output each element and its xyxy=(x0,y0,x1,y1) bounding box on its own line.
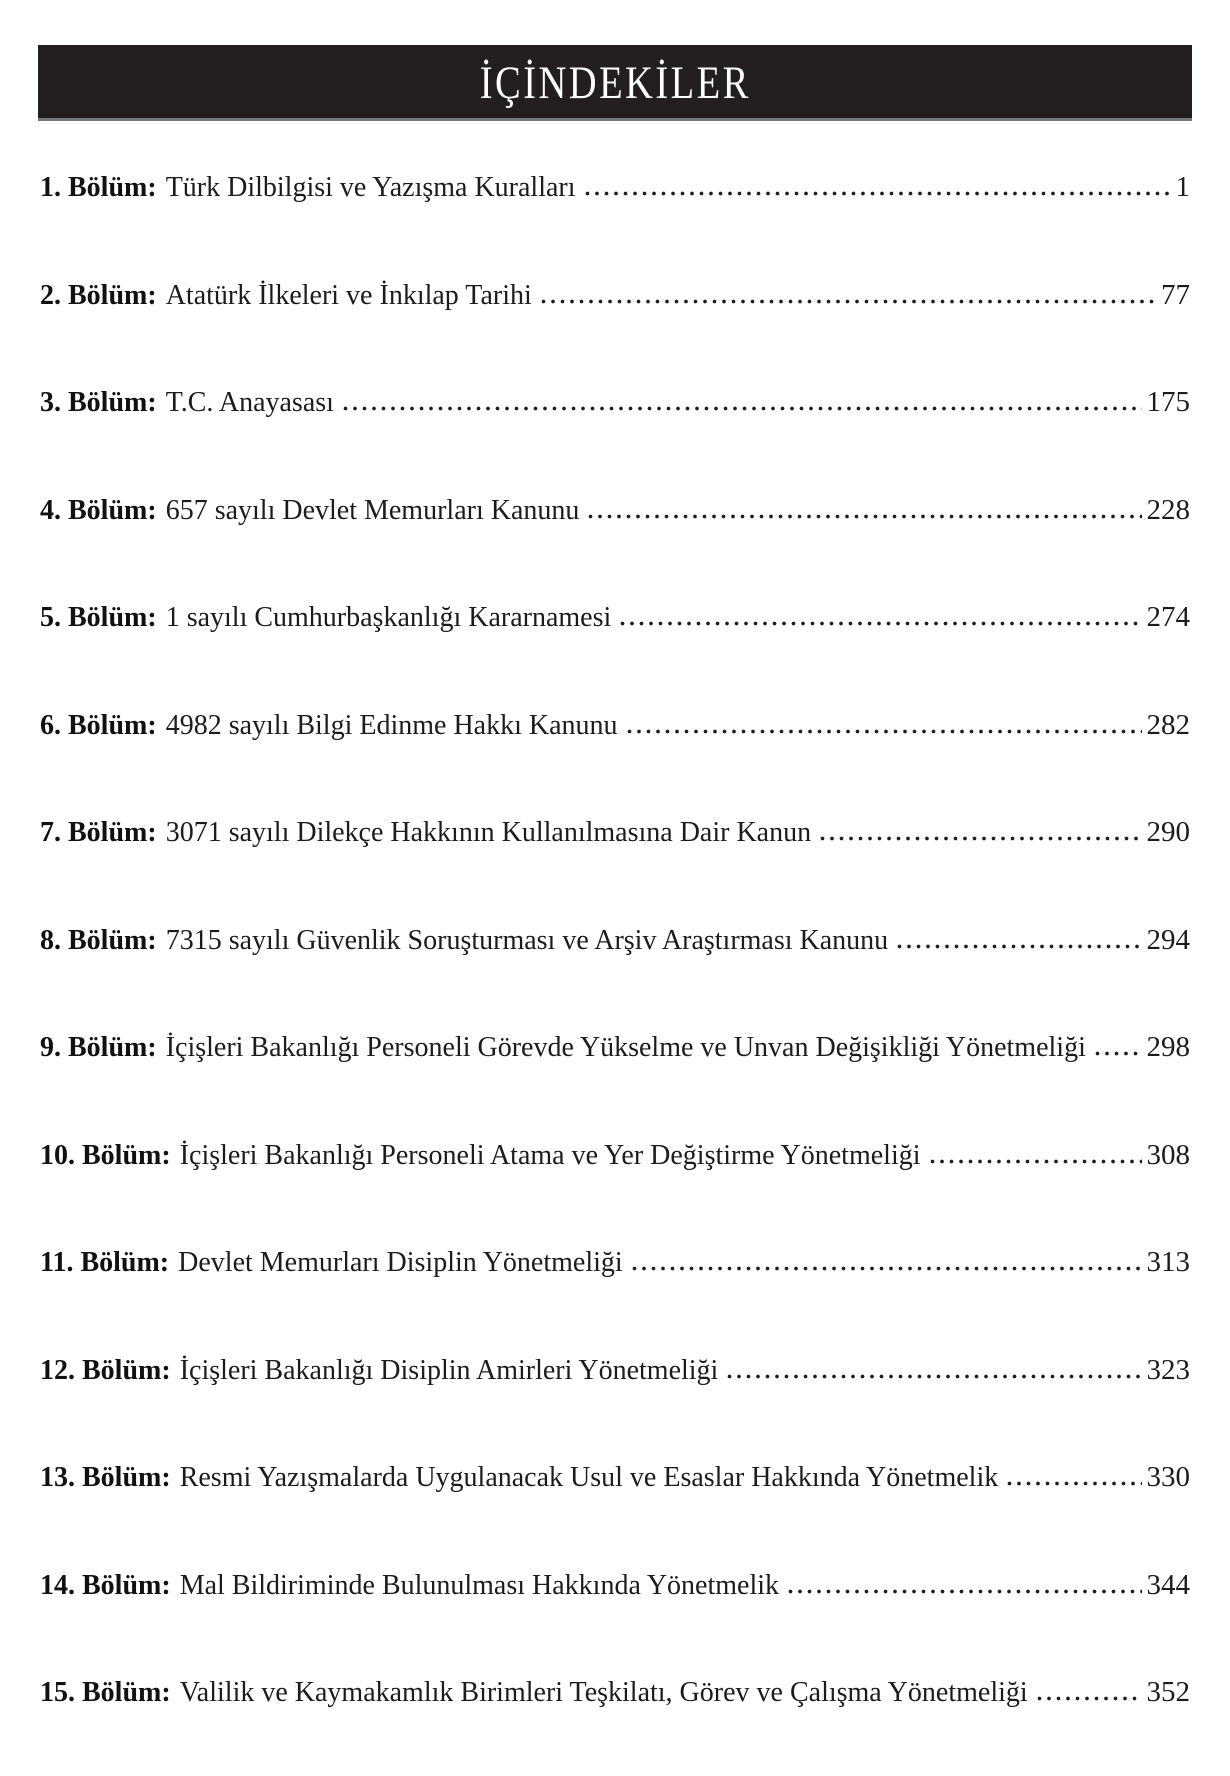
dot-leader xyxy=(541,299,1156,304)
page-number: 290 xyxy=(1146,816,1190,848)
toc-entry xyxy=(40,1030,1190,1065)
toc-entry xyxy=(40,1568,1190,1603)
dot-leader xyxy=(343,406,1142,411)
chapter-title: Devlet Memurları Disiplin Yönetmeliği xyxy=(178,1247,623,1278)
chapter-label: 8. Bölüm: xyxy=(40,924,157,956)
chapter-label: 2. Bölüm: xyxy=(40,279,157,311)
chapter-label: 14. Bölüm: xyxy=(40,1569,171,1601)
chapter-label: 12. Bölüm: xyxy=(40,1354,171,1386)
page-number: 330 xyxy=(1146,1461,1190,1493)
chapter-label: 1. Bölüm: xyxy=(40,172,157,203)
page-number: 294 xyxy=(1146,923,1190,956)
page-number: 323 xyxy=(1146,1353,1190,1386)
dot-leader xyxy=(788,1589,1141,1594)
page-number: 344 xyxy=(1146,1568,1190,1601)
page-number: 1 xyxy=(1175,171,1190,203)
chapter-label: 11. Bölüm: xyxy=(40,1247,170,1278)
dot-leader xyxy=(585,191,1171,196)
chapter-title: 1 sayılı Cumhurbaşkanlığı Kararnamesi xyxy=(165,602,612,633)
chapter-title: Resmi Yazışmalarda Uygulanacak Usul ve Esaslar Hakkında Yönetmelik xyxy=(179,1462,999,1493)
chapter-label: 9. Bölüm: xyxy=(40,1032,157,1063)
toc-entry xyxy=(40,708,1190,743)
dot-leader xyxy=(1095,1051,1142,1056)
page-number: 274 xyxy=(1146,601,1190,633)
dot-leader xyxy=(820,836,1141,841)
toc-entry xyxy=(40,1460,1190,1495)
chapter-label: 3. Bölüm: xyxy=(40,387,157,418)
chapter-label: 4. Bölüm: xyxy=(40,494,157,526)
chapter-title: Valilik ve Kaymakamlık Birimleri Teşkilatı, Görev ve Çalışma Yönetmeliği xyxy=(179,1677,1028,1708)
page-number: 175 xyxy=(1146,386,1190,418)
page-number: 352 xyxy=(1146,1676,1190,1708)
page-number: 77 xyxy=(1161,278,1190,311)
chapter-label: 5. Bölüm: xyxy=(40,602,157,633)
chapter-label: 13. Bölüm: xyxy=(40,1462,171,1493)
chapter-label: 15. Bölüm: xyxy=(40,1677,171,1708)
dot-leader xyxy=(588,514,1141,519)
dot-leader xyxy=(727,1374,1141,1379)
page-number: 313 xyxy=(1146,1246,1190,1278)
page-number: 228 xyxy=(1146,493,1190,526)
page-number: 308 xyxy=(1146,1138,1190,1171)
dot-leader xyxy=(1037,1696,1142,1701)
chapter-label: 7. Bölüm: xyxy=(40,817,157,848)
dot-leader xyxy=(930,1159,1142,1164)
toc-entry xyxy=(40,1353,1190,1388)
toc-entry xyxy=(40,1675,1190,1710)
toc-entry xyxy=(40,923,1190,958)
page-number: 298 xyxy=(1146,1031,1190,1063)
dot-leader xyxy=(897,944,1141,949)
toc-entry xyxy=(40,385,1190,420)
chapter-title: T.C. Anayasası xyxy=(165,387,334,418)
chapter-title: 7315 sayılı Güvenlik Soruşturması ve Arşiv Araştırması Kanunu xyxy=(165,924,889,956)
chapter-title: İçişleri Bakanlığı Personeli Atama ve Yer Değiştirme Yönetmeliği xyxy=(179,1139,921,1171)
dot-leader xyxy=(632,1266,1142,1271)
toc-entry xyxy=(40,815,1190,850)
chapter-title: 657 sayılı Devlet Memurları Kanunu xyxy=(165,494,580,526)
toc-list xyxy=(0,121,1230,1710)
dot-leader xyxy=(620,621,1141,626)
chapter-title: Mal Bildiriminde Bulunulması Hakkında Yönetmelik xyxy=(179,1569,780,1601)
dot-leader xyxy=(627,729,1142,734)
chapter-title: İçişleri Bakanlığı Disiplin Amirleri Yönetmeliği xyxy=(179,1354,719,1386)
chapter-title: Atatürk İlkeleri ve İnkılap Tarihi xyxy=(165,279,532,311)
dot-leader xyxy=(1007,1481,1141,1486)
chapter-title: 4982 sayılı Bilgi Edinme Hakkı Kanunu xyxy=(165,709,618,741)
toc-entry xyxy=(40,278,1190,313)
toc-header-bar xyxy=(38,45,1192,121)
toc-entry xyxy=(40,600,1190,635)
toc-entry xyxy=(40,1245,1190,1280)
chapter-label: 6. Bölüm: xyxy=(40,709,157,741)
chapter-title: Türk Dilbilgisi ve Yazışma Kuralları xyxy=(165,172,576,203)
toc-entry xyxy=(40,493,1190,528)
chapter-title: 3071 sayılı Dilekçe Hakkının Kullanılmasına Dair Kanun xyxy=(165,817,812,848)
toc-entry xyxy=(40,170,1190,205)
toc-entry xyxy=(40,1138,1190,1173)
page-title: İÇİNDEKİLER xyxy=(479,57,751,109)
chapter-label: 10. Bölüm: xyxy=(40,1139,171,1171)
page-number: 282 xyxy=(1146,708,1190,741)
chapter-title: İçişleri Bakanlığı Personeli Görevde Yükselme ve Unvan Değişikliği Yönetmeliği xyxy=(165,1032,1086,1063)
